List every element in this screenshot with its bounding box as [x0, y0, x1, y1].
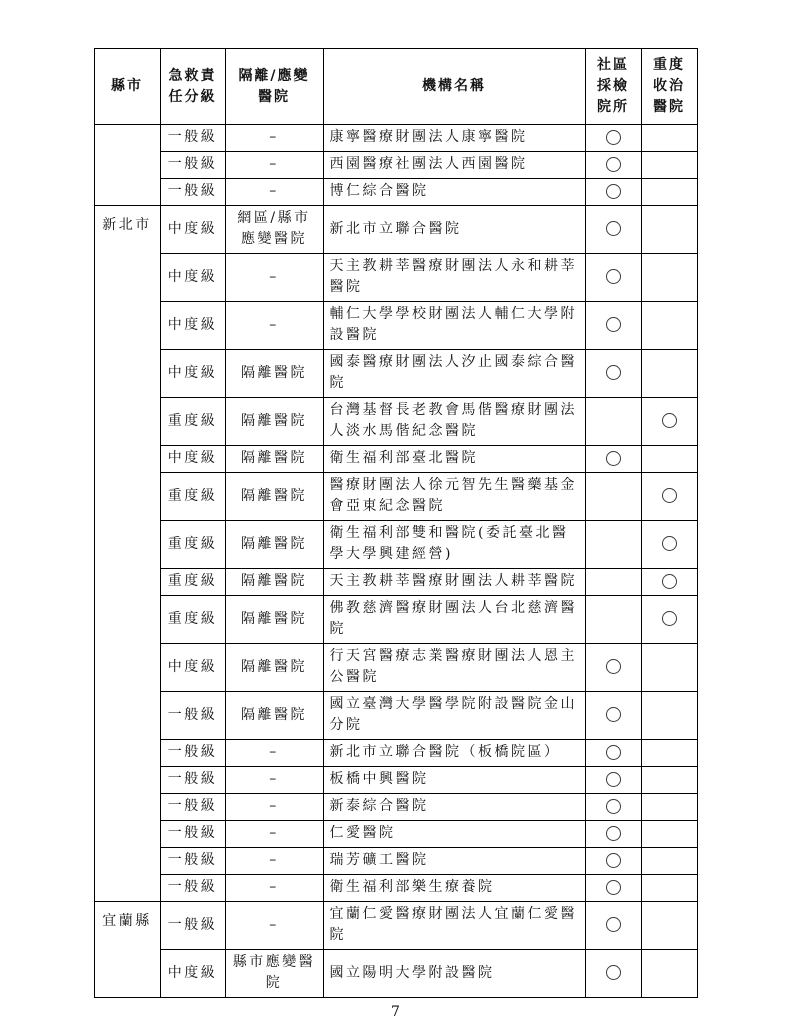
column-header-severe-admission: 重度收治醫院 — [641, 49, 697, 125]
level-cell: 中度級 — [160, 206, 225, 254]
community-circle-mark-icon — [606, 799, 621, 814]
severe-mark-cell — [641, 692, 697, 740]
institution-name-cell: 國立臺灣大學醫學院附設醫院金山分院 — [323, 692, 585, 740]
community-mark-cell — [585, 350, 641, 398]
institution-name-cell: 新泰綜合醫院 — [323, 794, 585, 821]
isolation-cell: – — [225, 125, 323, 152]
county-cell: 新北市 — [94, 206, 160, 902]
community-mark-cell — [585, 179, 641, 206]
institution-name-cell: 康寧醫療財團法人康寧醫院 — [323, 125, 585, 152]
institution-name-cell: 新北市立聯合醫院（板橋院區） — [323, 740, 585, 767]
level-cell: 重度級 — [160, 521, 225, 569]
severe-circle-mark-icon — [662, 536, 677, 551]
community-mark-cell — [585, 446, 641, 473]
severe-mark-cell — [641, 521, 697, 569]
level-cell: 重度級 — [160, 473, 225, 521]
table-row — [94, 350, 697, 398]
severe-mark-cell — [641, 821, 697, 848]
severe-mark-cell — [641, 740, 697, 767]
institution-name-cell: 天主教耕莘醫療財團法人耕莘醫院 — [323, 569, 585, 596]
community-mark-cell — [585, 302, 641, 350]
table-row — [94, 302, 697, 350]
institution-name-cell: 行天宮醫療志業醫療財團法人恩主公醫院 — [323, 644, 585, 692]
table-body — [94, 125, 697, 998]
severe-mark-cell — [641, 848, 697, 875]
community-mark-cell — [585, 794, 641, 821]
isolation-cell: 隔離醫院 — [225, 446, 323, 473]
community-mark-cell — [585, 206, 641, 254]
community-mark-cell — [585, 521, 641, 569]
severe-mark-cell — [641, 875, 697, 902]
community-mark-cell — [585, 767, 641, 794]
column-header-county: 縣市 — [94, 49, 160, 125]
isolation-cell: 隔離醫院 — [225, 692, 323, 740]
institution-name-cell: 衛生福利部雙和醫院(委託臺北醫學大學興建經營) — [323, 521, 585, 569]
community-mark-cell — [585, 152, 641, 179]
isolation-cell: 隔離醫院 — [225, 569, 323, 596]
table-row — [94, 125, 697, 152]
community-circle-mark-icon — [606, 317, 621, 332]
table-row — [94, 692, 697, 740]
level-cell: 一般級 — [160, 179, 225, 206]
table-row — [94, 152, 697, 179]
table-row — [94, 767, 697, 794]
table-row — [94, 179, 697, 206]
level-cell: 一般級 — [160, 152, 225, 179]
table-row — [94, 446, 697, 473]
community-circle-mark-icon — [606, 745, 621, 760]
isolation-cell: 隔離醫院 — [225, 473, 323, 521]
severe-mark-cell — [641, 125, 697, 152]
isolation-cell: 隔離醫院 — [225, 521, 323, 569]
isolation-cell: 隔離醫院 — [225, 596, 323, 644]
table-row — [94, 848, 697, 875]
isolation-cell: – — [225, 875, 323, 902]
institution-name-cell: 醫療財團法人徐元智先生醫藥基金會亞東紀念醫院 — [323, 473, 585, 521]
severe-circle-mark-icon — [662, 611, 677, 626]
severe-mark-cell — [641, 473, 697, 521]
institution-name-cell: 佛教慈濟醫療財團法人台北慈濟醫院 — [323, 596, 585, 644]
community-circle-mark-icon — [606, 157, 621, 172]
level-cell: 中度級 — [160, 950, 225, 998]
institution-name-cell: 仁愛醫院 — [323, 821, 585, 848]
level-cell: 重度級 — [160, 398, 225, 446]
severe-mark-cell — [641, 767, 697, 794]
table-row — [94, 821, 697, 848]
community-mark-cell — [585, 569, 641, 596]
level-cell: 中度級 — [160, 350, 225, 398]
level-cell: 重度級 — [160, 596, 225, 644]
severe-circle-mark-icon — [662, 574, 677, 589]
community-circle-mark-icon — [606, 365, 621, 380]
county-cell: 宜蘭縣 — [94, 902, 160, 998]
community-mark-cell — [585, 821, 641, 848]
level-cell: 一般級 — [160, 848, 225, 875]
isolation-cell: – — [225, 848, 323, 875]
severe-mark-cell — [641, 596, 697, 644]
county-cell — [94, 125, 160, 206]
page-number: 7 — [391, 1004, 400, 1020]
community-circle-mark-icon — [606, 451, 621, 466]
community-mark-cell — [585, 254, 641, 302]
institution-name-cell: 博仁綜合醫院 — [323, 179, 585, 206]
isolation-cell: 隔離醫院 — [225, 398, 323, 446]
institution-name-cell: 新北市立聯合醫院 — [323, 206, 585, 254]
institution-name-cell: 宜蘭仁愛醫療財團法人宜蘭仁愛醫院 — [323, 902, 585, 950]
table-row — [94, 473, 697, 521]
level-cell: 中度級 — [160, 302, 225, 350]
institution-name-cell: 國泰醫療財團法人汐止國泰綜合醫院 — [323, 350, 585, 398]
community-mark-cell — [585, 125, 641, 152]
table-row — [94, 569, 697, 596]
hospital-table — [94, 48, 698, 998]
severe-mark-cell — [641, 254, 697, 302]
community-circle-mark-icon — [606, 659, 621, 674]
community-mark-cell — [585, 644, 641, 692]
community-circle-mark-icon — [606, 965, 621, 980]
community-circle-mark-icon — [606, 853, 621, 868]
community-circle-mark-icon — [606, 772, 621, 787]
community-circle-mark-icon — [606, 184, 621, 199]
institution-name-cell: 台灣基督長老教會馬偕醫療財團法人淡水馬偕紀念醫院 — [323, 398, 585, 446]
community-circle-mark-icon — [606, 707, 621, 722]
institution-name-cell: 輔仁大學學校財團法人輔仁大學附設醫院 — [323, 302, 585, 350]
community-mark-cell — [585, 596, 641, 644]
severe-mark-cell — [641, 569, 697, 596]
severe-mark-cell — [641, 644, 697, 692]
table-row — [94, 644, 697, 692]
community-mark-cell — [585, 692, 641, 740]
column-header-level: 急救責任分級 — [160, 49, 225, 125]
level-cell: 重度級 — [160, 569, 225, 596]
institution-name-cell: 天主教耕莘醫療財團法人永和耕莘醫院 — [323, 254, 585, 302]
community-mark-cell — [585, 950, 641, 998]
severe-circle-mark-icon — [662, 488, 677, 503]
institution-name-cell: 瑞芳礦工醫院 — [323, 848, 585, 875]
level-cell: 一般級 — [160, 125, 225, 152]
table-row — [94, 950, 697, 998]
table-row — [94, 254, 697, 302]
level-cell: 一般級 — [160, 821, 225, 848]
institution-name-cell: 西園醫療社團法人西園醫院 — [323, 152, 585, 179]
severe-mark-cell — [641, 902, 697, 950]
level-cell: 中度級 — [160, 254, 225, 302]
severe-mark-cell — [641, 950, 697, 998]
isolation-cell: 隔離醫院 — [225, 350, 323, 398]
isolation-cell: – — [225, 794, 323, 821]
column-header-community-testing: 社區採檢院所 — [585, 49, 641, 125]
level-cell: 一般級 — [160, 692, 225, 740]
community-circle-mark-icon — [606, 221, 621, 236]
institution-name-cell: 衛生福利部臺北醫院 — [323, 446, 585, 473]
severe-mark-cell — [641, 206, 697, 254]
community-mark-cell — [585, 740, 641, 767]
level-cell: 中度級 — [160, 644, 225, 692]
community-circle-mark-icon — [606, 880, 621, 895]
community-mark-cell — [585, 902, 641, 950]
table-header — [94, 49, 697, 125]
isolation-cell: – — [225, 302, 323, 350]
severe-circle-mark-icon — [662, 413, 677, 428]
isolation-cell: – — [225, 821, 323, 848]
column-header-isolation: 隔離/應變醫院 — [225, 49, 323, 125]
community-mark-cell — [585, 398, 641, 446]
header-row — [94, 49, 697, 125]
column-header-institution-name: 機構名稱 — [323, 49, 585, 125]
community-mark-cell — [585, 473, 641, 521]
level-cell: 一般級 — [160, 794, 225, 821]
isolation-cell: 縣市應變醫院 — [225, 950, 323, 998]
level-cell: 一般級 — [160, 902, 225, 950]
community-circle-mark-icon — [606, 826, 621, 841]
isolation-cell: – — [225, 902, 323, 950]
community-circle-mark-icon — [606, 917, 621, 932]
institution-name-cell: 國立陽明大學附設醫院 — [323, 950, 585, 998]
severe-mark-cell — [641, 152, 697, 179]
isolation-cell: 隔離醫院 — [225, 644, 323, 692]
table-row — [94, 875, 697, 902]
institution-name-cell: 衛生福利部樂生療養院 — [323, 875, 585, 902]
isolation-cell: – — [225, 179, 323, 206]
severe-mark-cell — [641, 794, 697, 821]
table-row — [94, 902, 697, 950]
table-row — [94, 206, 697, 254]
isolation-cell: – — [225, 254, 323, 302]
severe-mark-cell — [641, 179, 697, 206]
institution-name-cell: 板橋中興醫院 — [323, 767, 585, 794]
severe-mark-cell — [641, 350, 697, 398]
severe-mark-cell — [641, 302, 697, 350]
isolation-cell: – — [225, 767, 323, 794]
level-cell: 一般級 — [160, 740, 225, 767]
severe-mark-cell — [641, 446, 697, 473]
community-mark-cell — [585, 848, 641, 875]
severe-mark-cell — [641, 398, 697, 446]
community-mark-cell — [585, 875, 641, 902]
level-cell: 中度級 — [160, 446, 225, 473]
community-circle-mark-icon — [606, 269, 621, 284]
table-row — [94, 740, 697, 767]
isolation-cell: 網區/縣市應變醫院 — [225, 206, 323, 254]
table-row — [94, 794, 697, 821]
table-row — [94, 596, 697, 644]
isolation-cell: – — [225, 740, 323, 767]
isolation-cell: – — [225, 152, 323, 179]
level-cell: 一般級 — [160, 767, 225, 794]
level-cell: 一般級 — [160, 875, 225, 902]
community-circle-mark-icon — [606, 130, 621, 145]
table-row — [94, 521, 697, 569]
table-row — [94, 398, 697, 446]
